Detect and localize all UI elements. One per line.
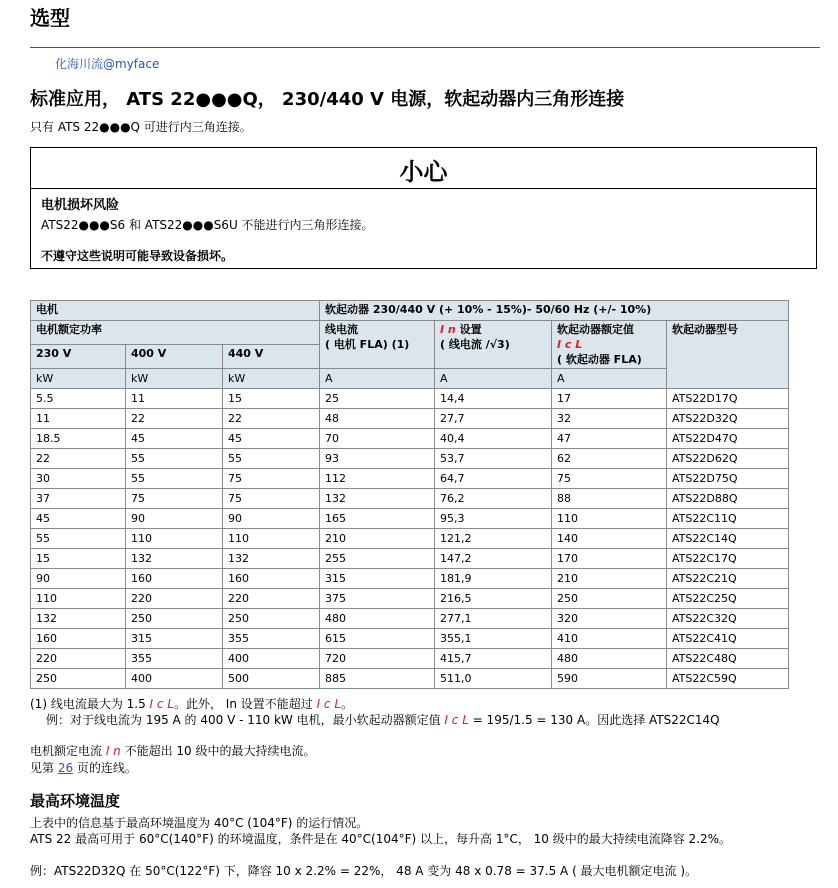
caution-divider	[31, 188, 816, 189]
table-cell: ATS22C25Q	[667, 589, 789, 609]
table-cell: 590	[552, 669, 667, 689]
table-cell: 500	[223, 669, 320, 689]
table-cell: 70	[320, 429, 435, 449]
table-row	[31, 549, 789, 569]
table-cell: 37	[31, 489, 126, 509]
table-cell: 76,2	[435, 489, 552, 509]
table-cell: ATS22D47Q	[667, 429, 789, 449]
header-row-1	[31, 301, 789, 321]
table-row	[31, 389, 789, 409]
intro-text: 只有 ATS 22●●●Q 可进行内三角连接。	[30, 120, 252, 134]
table-cell: 511,0	[435, 669, 552, 689]
table-cell: 75	[552, 469, 667, 489]
table-cell: 75	[126, 489, 223, 509]
header-line-current	[320, 321, 435, 369]
table-cell: 147,2	[435, 549, 552, 569]
table-cell: 45	[31, 509, 126, 529]
table-cell: 315	[320, 569, 435, 589]
table-cell: 181,9	[435, 569, 552, 589]
table-cell: 615	[320, 629, 435, 649]
header-400v: 400 V	[126, 345, 223, 369]
table-cell: 45	[223, 429, 320, 449]
example-text: = 195/1.5 = 130 A。因此选择 ATS22C14Q	[468, 713, 720, 727]
temperature-title: 最高环境温度	[30, 792, 121, 810]
note-1-text: 。此外， In 设置不能超过	[173, 697, 317, 711]
table-row	[31, 569, 789, 589]
table-cell: ATS22D62Q	[667, 449, 789, 469]
icl-title: 软起动器额定值	[557, 323, 634, 336]
selection-table	[30, 300, 789, 689]
table-cell: 355	[126, 649, 223, 669]
table-cell: 220	[223, 589, 320, 609]
caution-heading: 电机损坏风险	[41, 198, 120, 213]
table-row	[31, 449, 789, 469]
table-cell: 400	[223, 649, 320, 669]
table-cell: 110	[31, 589, 126, 609]
table-row	[31, 669, 789, 689]
table-row	[31, 589, 789, 609]
table-cell: 27,7	[435, 409, 552, 429]
in-symbol: I n	[105, 744, 121, 758]
temperature-paragraph-2: ATS 22 最高可用于 60°C(140°F) 的环境温度，条件是在 40°C(104°F) 以上，每升高 1°C， 10 级中的最大持续电流降容 2.2%。	[30, 832, 732, 846]
table-cell: 216,5	[435, 589, 552, 609]
wiring-ref-text: 页的连线。	[73, 761, 137, 775]
header-icl-rating	[552, 321, 667, 369]
table-cell: 250	[552, 589, 667, 609]
icl-symbol: I c L	[557, 338, 583, 351]
table-cell: ATS22D75Q	[667, 469, 789, 489]
table-cell: 277,1	[435, 609, 552, 629]
table-row	[31, 489, 789, 509]
table-cell: 165	[320, 509, 435, 529]
header-row-2	[31, 321, 789, 345]
table-cell: 32	[552, 409, 667, 429]
table-cell: 90	[223, 509, 320, 529]
table-cell: 132	[320, 489, 435, 509]
caution-warning: 不遵守这些说明可能导致设备损坏。	[41, 249, 234, 263]
table-cell: 47	[552, 429, 667, 449]
note-1-text: (1) 线电流最大为 1.5	[30, 697, 150, 711]
example-text: 例：对于线电流为 195 A 的 400 V - 110 kW 电机，最小软起动器额定值	[46, 713, 445, 727]
unit-cell: A	[435, 369, 552, 389]
header-model: 软起动器型号	[667, 321, 789, 389]
table-cell: 110	[223, 529, 320, 549]
in-setting-note: ( 线电流 /√3)	[440, 338, 510, 351]
icl-symbol: I c L	[149, 697, 174, 711]
table-cell: 220	[31, 649, 126, 669]
caution-text: ATS22●●●S6 和 ATS22●●●S6U 不能进行内三角形连接。	[41, 218, 374, 232]
unit-cell: A	[552, 369, 667, 389]
page-link[interactable]: 26	[57, 761, 74, 775]
table-cell: 55	[126, 469, 223, 489]
table-cell: ATS22C48Q	[667, 649, 789, 669]
top-divider	[30, 47, 820, 48]
in-setting-label: 设置	[459, 323, 482, 336]
table-cell: 17	[552, 389, 667, 409]
table-cell: 885	[320, 669, 435, 689]
unit-cell: kW	[223, 369, 320, 389]
table-cell: 255	[320, 549, 435, 569]
rated-current-text: 电机额定电流	[30, 744, 106, 758]
table-cell: 14,4	[435, 389, 552, 409]
table-cell: 400	[126, 669, 223, 689]
line-current-label: 线电流	[325, 323, 358, 336]
table-cell: 415,7	[435, 649, 552, 669]
table-row	[31, 629, 789, 649]
table-cell: 53,7	[435, 449, 552, 469]
page-title: 选型	[30, 6, 70, 30]
table-cell: 132	[223, 549, 320, 569]
caution-title: 小心	[399, 158, 448, 186]
table-cell: 55	[126, 449, 223, 469]
table-cell: 220	[126, 589, 223, 609]
table-cell: ATS22C21Q	[667, 569, 789, 589]
table-cell: 480	[320, 609, 435, 629]
table-cell: 121,2	[435, 529, 552, 549]
table-cell: 22	[223, 409, 320, 429]
table-cell: 250	[126, 609, 223, 629]
caution-box	[30, 147, 817, 269]
table-cell: 140	[552, 529, 667, 549]
table-cell: 18.5	[31, 429, 126, 449]
table-cell: 45	[126, 429, 223, 449]
table-cell: 55	[223, 449, 320, 469]
table-cell: ATS22C41Q	[667, 629, 789, 649]
table-cell: 160	[31, 629, 126, 649]
note-rated-current	[30, 742, 316, 759]
note-example	[46, 711, 720, 728]
table-row	[31, 609, 789, 629]
table-cell: 210	[552, 569, 667, 589]
header-starter: 软起动器 230/440 V (+ 10% - 15%)- 50/60 Hz (+/- 10%)	[320, 301, 789, 321]
table-row	[31, 509, 789, 529]
header-motor: 电机	[31, 301, 320, 321]
table-cell: 250	[31, 669, 126, 689]
table-cell: 62	[552, 449, 667, 469]
table-cell: 160	[223, 569, 320, 589]
table-cell: 75	[223, 469, 320, 489]
table-cell: 720	[320, 649, 435, 669]
table-cell: ATS22D17Q	[667, 389, 789, 409]
line-current-note: ( 电机 FLA) (1)	[325, 338, 410, 351]
table-cell: 110	[552, 509, 667, 529]
table-cell: 30	[31, 469, 126, 489]
table-cell: 75	[223, 489, 320, 509]
temperature-paragraph-1: 上表中的信息基于最高环境温度为 40°C (104°F) 的运行情况。	[30, 816, 369, 830]
table-row	[31, 529, 789, 549]
temperature-example: 例：ATS22D32Q 在 50°C(122°F) 下，降容 10 x 2.2% = 22%， 48 A 变为 48 x 0.78 = 37.5 A ( 最大电机额定电流 )。	[30, 864, 698, 878]
table-row	[31, 429, 789, 449]
table-cell: 40,4	[435, 429, 552, 449]
unit-cell: A	[320, 369, 435, 389]
table-cell: 11	[31, 409, 126, 429]
table-cell: 11	[126, 389, 223, 409]
table-cell: 110	[126, 529, 223, 549]
table-cell: 55	[31, 529, 126, 549]
table-cell: 25	[320, 389, 435, 409]
table-cell: 355,1	[435, 629, 552, 649]
rated-current-text: 不能超出 10 级中的最大持续电流。	[120, 744, 316, 758]
table-cell: 112	[320, 469, 435, 489]
note-wiring-ref	[30, 759, 137, 776]
unit-cell: kW	[126, 369, 223, 389]
table-cell: 355	[223, 629, 320, 649]
table-cell: 410	[552, 629, 667, 649]
table-cell: ATS22D88Q	[667, 489, 789, 509]
table-cell: 90	[31, 569, 126, 589]
header-in-setting	[435, 321, 552, 369]
table-cell: 15	[31, 549, 126, 569]
table-cell: 210	[320, 529, 435, 549]
watermark: 化海川流@myface	[55, 57, 160, 71]
table-row	[31, 469, 789, 489]
note-1-text: 。	[341, 697, 354, 711]
note-1	[30, 695, 353, 712]
icl-note: ( 软起动器 FLA)	[557, 353, 642, 366]
table-cell: 64,7	[435, 469, 552, 489]
table-cell: 480	[552, 649, 667, 669]
table-cell: 320	[552, 609, 667, 629]
in-symbol: I n	[440, 323, 456, 336]
table-cell: 22	[126, 409, 223, 429]
table-cell: ATS22C14Q	[667, 529, 789, 549]
table-cell: ATS22C17Q	[667, 549, 789, 569]
table-cell: 88	[552, 489, 667, 509]
unit-cell: kW	[31, 369, 126, 389]
header-rated-power: 电机额定功率	[31, 321, 320, 345]
table-row	[31, 649, 789, 669]
header-440v: 440 V	[223, 345, 320, 369]
section-title: 标准应用， ATS 22●●●Q， 230/440 V 电源，软起动器内三角形连接	[30, 89, 625, 110]
wiring-ref-text: 见第	[30, 761, 58, 775]
table-cell: 5.5	[31, 389, 126, 409]
table-cell: 22	[31, 449, 126, 469]
table-cell: 15	[223, 389, 320, 409]
table-cell: ATS22D32Q	[667, 409, 789, 429]
table-cell: 132	[126, 549, 223, 569]
table-cell: 315	[126, 629, 223, 649]
table-cell: 170	[552, 549, 667, 569]
table-cell: ATS22C11Q	[667, 509, 789, 529]
header-230v: 230 V	[31, 345, 126, 369]
table-cell: 48	[320, 409, 435, 429]
table-cell: 375	[320, 589, 435, 609]
table-cell: ATS22C32Q	[667, 609, 789, 629]
table-cell: 93	[320, 449, 435, 469]
table-cell: 160	[126, 569, 223, 589]
icl-symbol: I c L	[316, 697, 342, 711]
table-cell: 250	[223, 609, 320, 629]
icl-symbol: I c L	[444, 713, 469, 727]
table-cell: ATS22C59Q	[667, 669, 789, 689]
table-cell: 95,3	[435, 509, 552, 529]
table-cell: 90	[126, 509, 223, 529]
table-cell: 132	[31, 609, 126, 629]
table-row	[31, 409, 789, 429]
